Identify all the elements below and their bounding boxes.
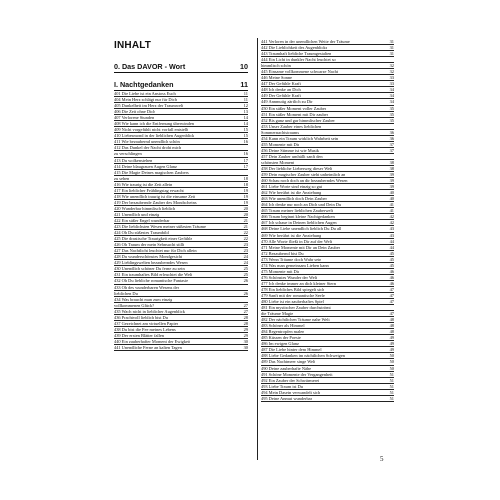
- toc-entry-page: 51: [389, 377, 394, 383]
- toc-entry-page: 48: [389, 329, 394, 335]
- toc-entry-page: 24: [243, 254, 248, 260]
- toc-entry-page: 19: [243, 187, 248, 193]
- toc-entry-page: 20: [243, 205, 248, 211]
- toc-entry-page: 22: [243, 236, 248, 242]
- toc-entry-page: 30: [243, 344, 248, 350]
- toc-entry-title: 411 Wie bezaubernd unendlich schön: [114, 139, 180, 145]
- toc-entry-title: 485 Küssen der Poesie: [261, 335, 301, 341]
- toc-entry-page: 34: [389, 87, 394, 93]
- toc-entry-title: 472 Bezaubernd bist Du: [261, 250, 304, 256]
- toc-entry-title: 417 Ein lieblicher Frühlingstag erwacht: [114, 187, 184, 193]
- toc-entry-title: 489 Das Nachtmeer singe Welt: [261, 359, 316, 365]
- toc-entry-page: 14: [243, 115, 248, 121]
- toc-entry-page: 34: [389, 93, 394, 99]
- toc-entry-title: 476 Schönstes Wunder der Welt: [261, 274, 318, 280]
- toc-entry-title: 428 Du wunderschönstes Mondgesicht: [114, 254, 183, 260]
- toc-entry-page: 41: [389, 202, 394, 208]
- toc-entry-page: 12: [243, 103, 248, 109]
- toc-entry-title: 484 Regentropfen malen: [261, 329, 305, 335]
- toc-entry-page: 40: [389, 190, 394, 196]
- toc-entry-title: 492 Ein Zauber der Schwärmerei: [261, 377, 320, 383]
- toc-entry-page: 45: [389, 250, 394, 256]
- toc-entry-title: 453 Unser Zauber eines lieblichen: [261, 123, 322, 129]
- toc-entry-title: 430 Unendlich schöner Du ferne zu sein: [114, 266, 185, 272]
- toc-entry-page: 46: [389, 268, 394, 274]
- toc-entry-title: 466 Traum beginnt kleine Nachtgedanken: [261, 214, 335, 220]
- toc-entry-title: 407 Verlorene Stunden: [114, 115, 155, 121]
- toc-entry-title: 454 Kann ein Traum wirklich Wahrheit sein: [261, 135, 339, 141]
- toc-entry-page: 39: [389, 178, 394, 184]
- toc-entry-page: [246, 170, 248, 175]
- toc-entry-title: 440 Ein zauberhafter Moment der Ewigkeit: [114, 338, 191, 344]
- toc-entry-title: 446 Meine Sonne: [261, 75, 292, 81]
- toc-entry-title: Sommernachtstraums: [261, 129, 300, 135]
- toc-entry-page: 18: [243, 175, 248, 181]
- toc-entry-page: 29: [243, 332, 248, 338]
- toc-entry-title: 468 Deine Liebe unendlich lieblich Du Du all: [261, 226, 342, 232]
- toc-entry-page: 11: [243, 91, 248, 96]
- toc-entry-page: 45: [389, 256, 394, 262]
- toc-entry-page: 32: [389, 63, 394, 69]
- toc-entry-page: 50: [389, 365, 394, 371]
- toc-entry-title: 418 Wie unendlich traurig ist die einsame Zeit: [114, 193, 196, 199]
- toc-entry-title: 450 Ein süßer Moment voller Zauber: [261, 105, 327, 111]
- toc-entry-title: 406 Die Zeit ohne Dich: [114, 109, 156, 115]
- toc-entry-page: 33: [389, 81, 394, 87]
- toc-entry-title: 432 Oh Du liebliche romantische Fantasie: [114, 278, 189, 284]
- toc-entry-page: 36: [389, 135, 394, 141]
- toc-entry-title: 436 Prachtvoll lieblich bist Du: [114, 314, 168, 320]
- toc-entry-title: 456 Deine Stimme ist wie Musik: [261, 147, 319, 153]
- toc-entry-title: 448 Ich denke an Dich: [261, 87, 301, 93]
- toc-entry-title: vollkommenen Glück?: [114, 302, 155, 308]
- toc-entry-title: 433 Oh des wunderbaren Wesens der: [114, 284, 180, 290]
- toc-entry-page: [392, 57, 394, 62]
- toc-entry-page: 42: [389, 214, 394, 220]
- toc-entry-page: 32: [389, 69, 394, 75]
- toc-entry-page: 47: [389, 292, 394, 298]
- toc-entry-page: 23: [243, 242, 248, 248]
- toc-entry-page: 17: [243, 163, 248, 169]
- toc-entry-title: schönsten Moment: [261, 159, 295, 165]
- toc-entry-title: 486 Im ewigen Glanz: [261, 341, 299, 347]
- toc-entry-title: 420 Wunderbar himmlisch lieblich: [114, 205, 176, 211]
- toc-entry-title: 414 Deine blaugrauen Augen Glanz: [114, 163, 177, 169]
- section-label: I. Nachtgedanken: [114, 80, 174, 89]
- toc-entry-page: 27: [243, 308, 248, 314]
- toc-entry-page: 51: [389, 371, 394, 377]
- toc-entry-page: [246, 145, 248, 150]
- toc-entry-title: 488 Liebe Gedanken im nächtlichen Schweigen: [261, 353, 346, 359]
- toc-entry-title: 426 Oh Traum der mein Sehnsucht stillt: [114, 242, 185, 248]
- toc-entry-title: 444 Ein Licht in dunkler Nacht leuchtet so: [261, 57, 336, 63]
- toc-entry-title: 449 Annmutig zärtlich zu Dir: [261, 99, 313, 105]
- toc-entry-page: 46: [389, 280, 394, 286]
- toc-entry-page: 35: [389, 111, 394, 117]
- toc-entry-title: 431 Ein traumhaftes Bild erleuchtet die Welt: [114, 272, 193, 278]
- toc-entry-page: 38: [389, 159, 394, 165]
- toc-entry-page: 49: [389, 341, 394, 347]
- toc-entry-title: 439 Der ersten Blätter fallen: [114, 332, 164, 338]
- toc-entry-page: 26: [243, 278, 248, 284]
- toc-entry-title: 410 Liebesmond in der lieblichen Augenblick: [114, 133, 195, 139]
- toc-entry-page: 50: [389, 359, 394, 365]
- toc-entry-page: 36: [389, 129, 394, 135]
- toc-entry-title: 474 Was man gemeinsam Lieben kann: [261, 262, 329, 268]
- toc-entry-page: 49: [389, 335, 394, 341]
- toc-entry-title: zu sehen: [114, 175, 130, 181]
- page-title: INHALT: [114, 40, 152, 51]
- toc-entry-title: 451 Ein süßer Moment mit Dir zauber: [261, 111, 329, 117]
- toc-list-right: [261, 39, 394, 402]
- toc-entry-title: 478 Ein liebliches Bild spiegelt sich: [261, 286, 325, 292]
- toc-entry-page: [392, 305, 394, 310]
- toc-entry-page: 14: [243, 121, 248, 127]
- toc-entry-title: 455 Momente mit Dir: [261, 141, 300, 147]
- toc-entry-page: 51: [389, 389, 394, 395]
- toc-entry-page: 49: [389, 347, 394, 353]
- toc-entry-title: 491 Schöne Momente der Vergangenheit: [261, 371, 333, 377]
- toc-entry-page: 44: [389, 244, 394, 250]
- toc-entry-page: 17: [243, 157, 248, 163]
- toc-entry-page: 43: [389, 232, 394, 238]
- toc-entry-page: 28: [243, 314, 248, 320]
- toc-entry-title: 452 Bis ganz und gar himmlischer Zauber: [261, 117, 335, 123]
- toc-entry-page: 40: [389, 196, 394, 202]
- toc-entry-page: 41: [389, 208, 394, 214]
- toc-entry-page: 19: [243, 193, 248, 199]
- toc-entry-title: 487 Die Liebe hinter dem Himmel: [261, 347, 322, 353]
- toc-entry-page: 30: [243, 338, 248, 344]
- toc-entry-page: 26: [243, 290, 248, 296]
- toc-entry-page: 31: [389, 51, 394, 57]
- toc-entry-title: 465 Traum meiner lieblichen Zauberwelt: [261, 208, 333, 214]
- toc-entry-title: 401 Die Liebe ist ein Anstoss Euch: [114, 91, 176, 96]
- toc-entry-title: 429 Lieblingswelten bezauberndes Wesen: [114, 260, 188, 266]
- toc-entry: [114, 345, 248, 351]
- toc-entry-page: 18: [243, 181, 248, 187]
- toc-entry-page: 25: [243, 272, 248, 278]
- toc-entry-title: 458 Der liebliche Liebesweg dieser Welt: [261, 165, 333, 171]
- toc-entry-page: 19: [243, 199, 248, 205]
- toc-entry-page: 39: [389, 184, 394, 190]
- toc-entry-page: [392, 154, 394, 159]
- toc-entry-page: 23: [243, 248, 248, 254]
- column-divider: [257, 38, 258, 460]
- section-heading-davor: [114, 62, 248, 73]
- toc-entry-page: 21: [243, 217, 248, 223]
- toc-entry-title: 408 Wie kann ich die Entfernung überwinden: [114, 121, 194, 127]
- toc-entry-title: 412 Das Dunkel der Nacht droht mich: [114, 145, 182, 151]
- toc-entry-page: 37: [389, 141, 394, 147]
- toc-entry-page: 33: [389, 75, 394, 81]
- toc-entry-title: 459 Dein magischer Zauber steht unheimlich an: [261, 172, 346, 178]
- toc-entry-page: 15: [243, 127, 248, 133]
- toc-entry-title: die Träume Magie: [261, 311, 294, 317]
- section-page: 10: [240, 62, 248, 71]
- page-number: 5: [380, 455, 384, 463]
- toc-entry-title: 483 Schöner als Himmel: [261, 323, 305, 329]
- toc-entry-page: 16: [243, 151, 248, 157]
- toc-entry-title: 493 Liebe Traum ist Du: [261, 383, 303, 389]
- toc-entry-page: 48: [389, 323, 394, 329]
- toc-entry-page: 34: [389, 99, 394, 105]
- toc-entry-title: 434 Was braucht man zum einzig: [114, 296, 173, 302]
- toc-entry-title: 404 Mein Herz schlägt nur für Dich: [114, 97, 177, 103]
- toc-entry-title: 427 Das Nachtlicht leuchtet nur für Dich allein: [114, 248, 197, 254]
- toc-entry-title: 416 Wie traurig ist die Zeit allein: [114, 181, 173, 187]
- toc-entry-page: 29: [243, 326, 248, 332]
- toc-entry-title: 415 Die Magie Deines magischen Zaubers: [114, 169, 189, 175]
- toc-entry-page: 27: [243, 302, 248, 308]
- toc-entry-title: 438 Du bist die Fee meines Lebens: [114, 326, 176, 332]
- toc-entry-page: 48: [389, 317, 394, 323]
- toc-entry-page: 46: [389, 274, 394, 280]
- toc-entry-title: himmlisch schön: [261, 63, 291, 69]
- toc-entry-title: 435 Wach nicht in lieblicher Augenblick: [114, 308, 185, 314]
- toc-entry-page: 37: [389, 147, 394, 153]
- toc-entry-page: 51: [389, 395, 394, 401]
- toc-entry-title: 461 Liebe Worte sind einzig so gut: [261, 184, 323, 190]
- toc-entry-title: 479 Sanft mit der romantische Seele: [261, 292, 325, 298]
- toc-entry-page: 38: [389, 165, 394, 171]
- toc-entry-title: 467 Ich schaue in Deinen lieblichen Augen: [261, 220, 337, 226]
- toc-entry-page: 31: [389, 45, 394, 51]
- toc-entry-title: 421 Unendlich und einzig: [114, 211, 160, 217]
- toc-entry-page: 11: [243, 97, 248, 103]
- toc-entry-title: 441 Unendliche Ferne an kalten Tagen: [114, 344, 182, 350]
- toc-entry-title: 442 Die Lieblichkeit des Augenblicks: [261, 45, 328, 51]
- toc-entry-page: 44: [389, 238, 394, 244]
- section-page: 11: [240, 80, 248, 89]
- toc-entry-page: 47: [389, 286, 394, 292]
- toc-entry-page: 28: [243, 320, 248, 326]
- toc-entry-title: 477 Ich denke immer an dich kleiner Stern: [261, 280, 336, 286]
- toc-entry-page: 45: [389, 262, 394, 268]
- toc-entry-page: 31: [389, 39, 394, 44]
- toc-entry-title: 423 Die lieblichsten Wesen meiner süßesten Träume: [114, 224, 206, 230]
- toc-entry-title: 425 Die drastische Traurigkeit einer Gefühle: [114, 236, 193, 242]
- toc-entry-page: [246, 297, 248, 302]
- toc-entry-title: 495 Deine Anmut wunderbar: [261, 395, 313, 401]
- toc-entry-title: 464 Ich denke nur noch an Dich und Dein Du: [261, 202, 342, 208]
- toc-entry-page: 35: [389, 105, 394, 111]
- toc-entry-page: 42: [389, 220, 394, 226]
- toc-entry-title: 449 Der Gefühle Kraft: [261, 93, 301, 99]
- toc-entry-page: 43: [389, 226, 394, 232]
- toc-entry-title: 482 Der nächtlichen Träume nahe Welt: [261, 317, 330, 323]
- toc-entry-title: 437 Gezeichnet am virtuellen Papier: [114, 320, 179, 326]
- toc-entry-title: 405 Dunkelheit im Herz der Traumwelt: [114, 103, 184, 109]
- toc-entry-page: 51: [389, 383, 394, 389]
- toc-entry-title: 441 Verloren in der unendlichen Weite der Träume: [261, 39, 350, 44]
- toc-entry-title: lieblichen Du: [114, 290, 138, 296]
- toc-entry-page: 47: [389, 299, 394, 305]
- section-heading-nachtgedanken: [114, 80, 248, 91]
- section-label: 0. Das DAVOR - Wort: [114, 62, 186, 71]
- toc-entry-page: 39: [389, 172, 394, 178]
- toc-entry-page: 25: [243, 266, 248, 272]
- toc-entry-title: 463 Wie unendlich doch Dein Zauber: [261, 196, 327, 202]
- toc-entry-title: 471 Meine Momente mit Dir an Dein Zauber: [261, 244, 341, 250]
- toc-entry-title: 409 Nicht vorgefühlt nicht vorfall entstellt: [114, 127, 189, 133]
- toc-entry-page: [392, 124, 394, 129]
- toc-entry-title: 490 Deine zauberhafte Nähe: [261, 365, 312, 371]
- toc-entry-page: [246, 285, 248, 290]
- toc-entry-title: 419 Der bezaubernde Zauber des Mondscheins: [114, 199, 197, 205]
- toc-entry-title: 422 Ein süßer Engel wunderbar: [114, 217, 170, 223]
- toc-entry-title: 462 Wie berührt ist die Anziehung: [261, 190, 322, 196]
- toc-entry-page: 21: [243, 224, 248, 230]
- toc-entry-title: 424 Oh Du süßestes Traumbild: [114, 230, 169, 236]
- toc-entry-page: 15: [243, 133, 248, 139]
- toc-entry-title: 413 Du wolkenstehen: [114, 157, 153, 163]
- toc-entry-title: 475 Momente mit Dir: [261, 268, 300, 274]
- toc-entry-page: 22: [243, 230, 248, 236]
- toc-entry-page: 13: [243, 109, 248, 115]
- toc-entry-title: 445 Einsame vollkommene schwarze Nacht: [261, 69, 339, 75]
- toc-entry-title: 460 Schau noch doch an dir bezauberndes Wesen: [261, 178, 348, 184]
- toc-entry-title: 481 Ein mystischer Zauber durchströmt: [261, 305, 331, 311]
- toc-entry-title: 443 Traumhaft liebliche Traumgestalten: [261, 51, 332, 57]
- toc-entry-page: 47: [389, 311, 394, 317]
- toc-entry-page: 50: [389, 353, 394, 359]
- toc-entry-title: 480 Liebe ist ein zauberhaftes Spiel: [261, 299, 324, 305]
- toc-entry: [261, 396, 394, 402]
- toc-entry-title: 494 Mein Dasein verwandelt sich: [261, 389, 321, 395]
- toc-list-left: [114, 91, 248, 351]
- toc-entry-title: 457 Dein Zauber umhüllt sanft den: [261, 153, 323, 159]
- toc-entry-page: 16: [243, 139, 248, 145]
- toc-entry-title: 469 Wie berührt ist die Anziehung: [261, 232, 322, 238]
- toc-entry-page: 24: [243, 260, 248, 266]
- toc-entry-title: 473 Wenn Träume doch Wahr sein: [261, 256, 322, 262]
- toc-entry-title: 470 Alle Worte fließt in Dir auf der Welt: [261, 238, 333, 244]
- toc-entry-page: 35: [389, 117, 394, 123]
- toc-entry-title: zu verschlingen: [114, 151, 142, 157]
- toc-entry-page: 20: [243, 211, 248, 217]
- toc-entry-title: 447 Der Gefühle Kraft: [261, 81, 301, 87]
